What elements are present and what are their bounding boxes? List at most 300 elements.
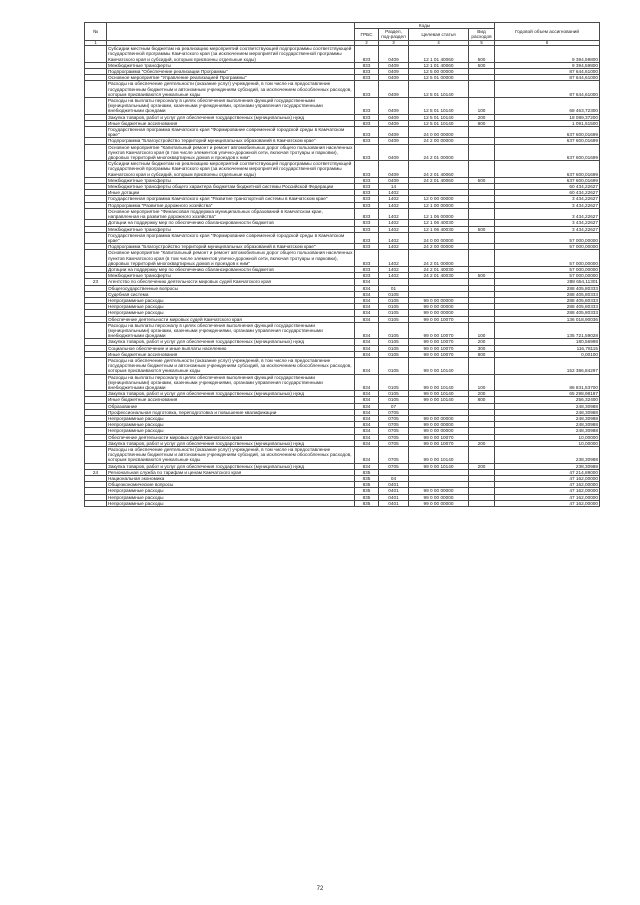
row-grbs-cell: 834: [355, 297, 379, 303]
row-grbs-cell: 834: [355, 345, 379, 351]
row-grbs-cell: 833: [355, 250, 379, 267]
row-target-article-cell: 12 1 01 40060: [409, 62, 469, 68]
row-name-cell: Иные бюджетные ассигнования: [107, 397, 355, 403]
row-grbs-cell: 835: [355, 494, 379, 500]
row-razdel-cell: 0105: [379, 297, 409, 303]
row-expense-type-cell: 500: [469, 226, 495, 232]
row-razdel-cell: 0705: [379, 428, 409, 434]
row-razdel-cell: 0409: [379, 144, 409, 161]
row-grbs-cell: 833: [355, 202, 379, 208]
row-name-cell: Обеспечение деятельности мировых судей Камчатского края: [107, 434, 355, 440]
row-expense-type-cell: 200: [469, 391, 495, 397]
row-name-cell: Социальное обеспечение и иные выплаты населению: [107, 345, 355, 351]
row-grbs-cell: 834: [355, 291, 379, 297]
row-number-cell: [85, 357, 107, 374]
row-number-cell: [85, 81, 107, 98]
table-row: [85, 357, 600, 374]
row-amount-cell: 248,30988: [495, 416, 600, 422]
row-grbs-cell: 834: [355, 391, 379, 397]
row-razdel-cell: 0705: [379, 416, 409, 422]
row-amount-cell: 135 721,59028: [495, 322, 600, 339]
row-grbs-cell: 833: [355, 220, 379, 226]
row-grbs-cell: 833: [355, 273, 379, 279]
row-grbs-cell: 835: [355, 488, 379, 494]
row-razdel-cell: 1402: [379, 273, 409, 279]
header-vr: Вид расходов: [469, 29, 495, 40]
row-amount-cell: 180,56998: [495, 339, 600, 345]
table-row: [85, 98, 600, 115]
header-razdel: Раздел, под-раздел: [379, 29, 409, 40]
row-razdel-cell: 0409: [379, 114, 409, 120]
row-razdel-cell: 0105: [379, 316, 409, 322]
row-razdel-cell: 0105: [379, 304, 409, 310]
row-target-article-cell: 24 0 00 00000: [409, 127, 469, 138]
row-grbs-cell: 833: [355, 161, 379, 178]
row-amount-cell: 86 831,53700: [495, 374, 600, 391]
row-number-cell: [85, 322, 107, 339]
row-grbs-cell: 833: [355, 190, 379, 196]
row-target-article-cell: 99 0 00 10070: [409, 316, 469, 322]
row-razdel-cell: 0105: [379, 391, 409, 397]
table-row: [85, 250, 600, 267]
row-target-article-cell: 12 5 01 10140: [409, 120, 469, 126]
row-amount-cell: 9 394,59800: [495, 62, 600, 68]
row-name-cell: Расходы на обеспечение деятельности (оказание услуг) учреждений, в том числе на предоставление государственным бюджетным и автономным учреждениям субсидий, за исключением обособленных расходов, которым присваиваются уникальные коды: [107, 357, 355, 374]
row-target-article-cell: 24 2 01 40030: [409, 273, 469, 279]
row-name-cell: Субсидии местным бюджетам на реализацию мероприятий соответствующей подпрограммы соответствующей государственной программы Камчатского края (за исключением мероприятий государственной программы Камчатского края и субсидий, которым присвоены отдельные коды): [107, 161, 355, 178]
row-expense-type-cell: 800: [469, 351, 495, 357]
row-amount-cell: 116,78115: [495, 345, 600, 351]
row-target-article-cell: 12 0 00 00000: [409, 196, 469, 202]
header-codes-group: Коды: [355, 23, 495, 29]
row-razdel-cell: 0105: [379, 397, 409, 403]
row-target-article-cell: 24 0 00 00000: [409, 232, 469, 243]
column-index-cell: 3: [379, 40, 409, 46]
row-razdel-cell: 1402: [379, 208, 409, 219]
row-expense-type-cell: [469, 208, 495, 219]
row-target-article-cell: 12 1 06 40030: [409, 226, 469, 232]
row-name-cell: Подпрограмма "Развитие дорожного хозяйства": [107, 202, 355, 208]
row-name-cell: Межбюджетные трансферты: [107, 62, 355, 68]
row-target-article-cell: 99 0 00 10070: [409, 434, 469, 440]
row-expense-type-cell: 200: [469, 463, 495, 469]
header-name: [107, 23, 355, 41]
row-name-cell: Межбюджетные трансферты: [107, 226, 355, 232]
row-amount-cell: 47 162,00000: [495, 482, 600, 488]
row-name-cell: Основное мероприятие "Финансовая поддержка муниципальных образований в Камчатском крае, направленная на развитие дорожного хозяйства": [107, 208, 355, 219]
row-razdel-cell: 1402: [379, 196, 409, 202]
row-name-cell: Национальная экономика: [107, 476, 355, 482]
row-amount-cell: 10,00000: [495, 434, 600, 440]
row-target-article-cell: 99 0 00 10140: [409, 397, 469, 403]
row-amount-cell: 87 644,61000: [495, 81, 600, 98]
row-razdel-cell: 0105: [379, 291, 409, 297]
row-razdel-cell: 0105: [379, 310, 409, 316]
row-grbs-cell: 835: [355, 482, 379, 488]
header-cs: Целевая статья: [409, 29, 469, 40]
row-amount-cell: 248,30988: [495, 403, 600, 409]
row-name-cell: Непрограммные расходы: [107, 310, 355, 316]
row-amount-cell: 3 434,22627: [495, 220, 600, 226]
row-razdel-cell: 14: [379, 184, 409, 190]
row-name-cell: Расходы на выплаты персоналу в целях обеспечения выполнения функций государственными (муниципальными) органами, казенными учреждениями, органами управления государственными внебюджетными фондами: [107, 374, 355, 391]
row-name-cell: Непрограммные расходы: [107, 422, 355, 428]
table-row: [85, 81, 600, 98]
header-num: №: [85, 23, 107, 41]
row-amount-cell: 288 405,80333: [495, 310, 600, 316]
table-body: [85, 46, 600, 507]
row-name-cell: Обеспечение деятельности мировых судей Камчатского края: [107, 316, 355, 322]
row-amount-cell: 3 434,22627: [495, 226, 600, 232]
row-razdel-cell: 07: [379, 403, 409, 409]
row-name-cell: Государственная программа Камчатского края "Развитие транспортной системы в Камчатском крае": [107, 196, 355, 202]
row-name-cell: Общегосударственные вопросы: [107, 285, 355, 291]
row-grbs-cell: 833: [355, 244, 379, 250]
column-index-cell: 2: [355, 40, 379, 46]
row-razdel-cell: 1402: [379, 266, 409, 272]
row-amount-cell: 47 162,00000: [495, 488, 600, 494]
row-amount-cell: 637 600,01699: [495, 177, 600, 183]
row-grbs-cell: 833: [355, 46, 379, 63]
row-grbs-cell: 834: [355, 447, 379, 464]
row-target-article-cell: 12 1 00 00000: [409, 202, 469, 208]
row-target-article-cell: 24 2 01 40060: [409, 177, 469, 183]
row-target-article-cell: 99 0 00 10070: [409, 339, 469, 345]
row-razdel-cell: 0401: [379, 500, 409, 506]
row-razdel-cell: 0409: [379, 81, 409, 98]
row-name-cell: Расходы на выплаты персоналу в целях обеспечения выполнения функций государственными (муниципальными) органами, казенными учреждениями, органами управления государственными внебюджетными фондами: [107, 98, 355, 115]
row-target-article-cell: 99 0 00 10140: [409, 374, 469, 391]
row-target-article-cell: 12 5 01 10140: [409, 114, 469, 120]
row-target-article-cell: 99 0 00 00000: [409, 304, 469, 310]
row-amount-cell: 65 298,98197: [495, 391, 600, 397]
row-razdel-cell: 1402: [379, 244, 409, 250]
row-target-article-cell: 99 0 00 00000: [409, 428, 469, 434]
row-target-article-cell: 99 0 00 10070: [409, 440, 469, 446]
table-row: [85, 127, 600, 138]
row-target-article-cell: 99 0 00 10140: [409, 447, 469, 464]
table-row: [85, 208, 600, 219]
row-razdel-cell: 0105: [379, 357, 409, 374]
row-number-cell: [85, 161, 107, 178]
row-name-cell: Иные бюджетные ассигнования: [107, 351, 355, 357]
table-header-row: [85, 23, 600, 29]
row-grbs-cell: 834: [355, 357, 379, 374]
row-amount-cell: 248,30988: [495, 422, 600, 428]
row-target-article-cell: 99 0 00 00000: [409, 500, 469, 506]
row-name-cell: Закупка товаров, работ и услуг для обеспечения государственных (муниципальных) нужд: [107, 440, 355, 446]
row-number-cell: [85, 250, 107, 267]
row-razdel-cell: 0409: [379, 161, 409, 178]
row-grbs-cell: 834: [355, 351, 379, 357]
row-number-cell: [85, 500, 107, 506]
row-grbs-cell: 833: [355, 98, 379, 115]
row-number-cell: [85, 144, 107, 161]
row-expense-type-cell: 100: [469, 98, 495, 115]
row-number-cell: 23: [85, 279, 107, 285]
row-grbs-cell: 834: [355, 285, 379, 291]
row-amount-cell: 288 405,80333: [495, 297, 600, 303]
header-grbs: ГРБС: [355, 29, 379, 40]
row-name-cell: Непрограммные расходы: [107, 488, 355, 494]
row-number-cell: [85, 98, 107, 115]
header-sum: Годовой объем ассигнований: [495, 23, 600, 41]
row-grbs-cell: 834: [355, 409, 379, 415]
row-name-cell: Расходы на выплаты персоналу в целях обеспечения выполнения функций государственными (муниципальными) органами, казенными учреждениями, органами управления государственными внебюджетными фондами: [107, 322, 355, 339]
row-target-article-cell: 99 0 00 10140: [409, 463, 469, 469]
row-name-cell: Основное мероприятие "Управление реализацией Программы": [107, 75, 355, 81]
row-amount-cell: 0,00100: [495, 351, 600, 357]
row-name-cell: Образование: [107, 403, 355, 409]
row-grbs-cell: 833: [355, 69, 379, 75]
row-target-article-cell: 99 0 00 00000: [409, 310, 469, 316]
row-grbs-cell: 833: [355, 196, 379, 202]
row-target-article-cell: 99 0 00 10070: [409, 351, 469, 357]
row-name-cell: Непрограммные расходы: [107, 500, 355, 506]
row-expense-type-cell: 200: [469, 339, 495, 345]
row-amount-cell: 238,30988: [495, 463, 600, 469]
row-razdel-cell: 0105: [379, 345, 409, 351]
row-amount-cell: 57 000,00000: [495, 232, 600, 243]
row-number-cell: [85, 447, 107, 464]
row-grbs-cell: 833: [355, 62, 379, 68]
row-target-article-cell: 99 0 00 00000: [409, 297, 469, 303]
row-target-article-cell: 24 2 00 00000: [409, 138, 469, 144]
row-amount-cell: 60 434,22627: [495, 190, 600, 196]
row-target-article-cell: 24 2 00 00000: [409, 244, 469, 250]
row-target-article-cell: 24 2 01 00000: [409, 250, 469, 267]
row-grbs-cell: 833: [355, 208, 379, 219]
column-index-cell: 1: [85, 40, 107, 46]
row-target-article-cell: 99 0 00 00000: [409, 488, 469, 494]
row-amount-cell: 60 434,22627: [495, 184, 600, 190]
row-amount-cell: 3 434,22627: [495, 202, 600, 208]
row-amount-cell: 18 089,37200: [495, 114, 600, 120]
row-target-article-cell: 24 2 01 40030: [409, 266, 469, 272]
row-amount-cell: 637 600,01699: [495, 144, 600, 161]
row-expense-type-cell: 800: [469, 120, 495, 126]
column-index-cell: 5: [469, 40, 495, 46]
row-grbs-cell: 833: [355, 226, 379, 232]
row-razdel-cell: 0705: [379, 463, 409, 469]
row-amount-cell: 288 405,80333: [495, 304, 600, 310]
row-expense-type-cell: 300: [469, 345, 495, 351]
table-row: [85, 500, 600, 506]
row-amount-cell: 248,30988: [495, 428, 600, 434]
row-razdel-cell: 1402: [379, 226, 409, 232]
row-amount-cell: 57 000,00000: [495, 266, 600, 272]
table-row: [85, 447, 600, 464]
row-razdel-cell: 0105: [379, 351, 409, 357]
table-row: [85, 322, 600, 339]
row-target-article-cell: 99 0 00 10140: [409, 391, 469, 397]
row-razdel-cell: 0105: [379, 374, 409, 391]
row-razdel-cell: 0409: [379, 138, 409, 144]
row-grbs-cell: 834: [355, 279, 379, 285]
row-name-cell: Межбюджетные трансферты: [107, 177, 355, 183]
row-name-cell: Подпрограмма "Благоустройство территорий муниципальных образований в Камчатском крае": [107, 244, 355, 250]
row-grbs-cell: 834: [355, 374, 379, 391]
row-amount-cell: 288 405,80333: [495, 291, 600, 297]
row-amount-cell: 87 644,61000: [495, 69, 600, 75]
row-name-cell: Дотации на поддержку мер по обеспечению сбалансированности бюджетов: [107, 220, 355, 226]
row-razdel-cell: 0409: [379, 46, 409, 63]
row-expense-type-cell: 500: [469, 62, 495, 68]
row-name-cell: Подпрограмма "Благоустройство территорий муниципальных образований в Камчатском крае": [107, 138, 355, 144]
row-name-cell: Судебная система: [107, 291, 355, 297]
row-razdel-cell: 0409: [379, 62, 409, 68]
row-amount-cell: 57 000,00000: [495, 273, 600, 279]
row-amount-cell: 47 162,00000: [495, 500, 600, 506]
row-amount-cell: 3 434,22627: [495, 208, 600, 219]
row-amount-cell: 248,30988: [495, 409, 600, 415]
row-grbs-cell: 833: [355, 144, 379, 161]
row-number-cell: [85, 208, 107, 219]
row-amount-cell: 47 162,00000: [495, 494, 600, 500]
row-name-cell: Закупка товаров, работ и услуг для обеспечения государственных (муниципальных) нужд: [107, 463, 355, 469]
row-grbs-cell: 833: [355, 120, 379, 126]
row-expense-type-cell: [469, 447, 495, 464]
row-grbs-cell: 834: [355, 463, 379, 469]
row-razdel-cell: 1402: [379, 190, 409, 196]
row-amount-cell: 10,00000: [495, 440, 600, 446]
row-name-cell: Межбюджетные трансферты: [107, 273, 355, 279]
row-grbs-cell: 833: [355, 114, 379, 120]
row-grbs-cell: 834: [355, 428, 379, 434]
table-row: [85, 46, 600, 63]
row-razdel-cell: 0409: [379, 120, 409, 126]
row-grbs-cell: 833: [355, 177, 379, 183]
row-target-article-cell: 12 1 06 40030: [409, 220, 469, 226]
row-amount-cell: 136 018,90036: [495, 316, 600, 322]
row-name-cell: Закупка товаров, работ и услуг для обеспечения государственных (муниципальных) нужд: [107, 114, 355, 120]
row-grbs-cell: 835: [355, 476, 379, 482]
row-name-cell: Основное мероприятие "Капитальный ремонт и ремонт автомобильных дорог общего пользования населенных пунктов Камчатского края (в том числе элементов улично-дорожной сети, включая тротуары и парковки), дворовых территорий многоквартирных домов и проездов к ним": [107, 144, 355, 161]
row-target-article-cell: 12 1 01 40060: [409, 46, 469, 63]
row-grbs-cell: 833: [355, 138, 379, 144]
row-razdel-cell: 1402: [379, 220, 409, 226]
row-name-cell: Непрограммные расходы: [107, 416, 355, 422]
row-razdel-cell: 1402: [379, 250, 409, 267]
row-razdel-cell: 0409: [379, 75, 409, 81]
row-number-cell: [85, 46, 107, 63]
row-target-article-cell: 99 0 00 10070: [409, 322, 469, 339]
row-amount-cell: 57 000,00000: [495, 250, 600, 267]
row-name-cell: Дотации на поддержку мер по обеспечению сбалансированности бюджетов: [107, 266, 355, 272]
row-amount-cell: 637 600,01699: [495, 161, 600, 178]
table-row: [85, 232, 600, 243]
row-grbs-cell: 834: [355, 416, 379, 422]
column-index-cell: 4: [409, 40, 469, 46]
row-amount-cell: 288 654,11301: [495, 279, 600, 285]
budget-table: [84, 22, 600, 507]
row-amount-cell: 3 434,22627: [495, 196, 600, 202]
row-amount-cell: 1 091,51500: [495, 120, 600, 126]
row-expense-type-cell: [469, 250, 495, 267]
row-name-cell: Непрограммные расходы: [107, 428, 355, 434]
row-amount-cell: 637 600,01699: [495, 138, 600, 144]
row-name-cell: Расходы на обеспечение деятельности (оказание услуг) учреждений, в том числе на предоставление государственным бюджетным и автономным учреждениям субсидий, за исключением обособленных расходов, которым присваиваются уникальные коды: [107, 447, 355, 464]
row-name-cell: Непрограммные расходы: [107, 494, 355, 500]
row-target-article-cell: 12 5 01 10140: [409, 81, 469, 98]
row-name-cell: Региональная служба по тарифам и ценам Камчатского края: [107, 469, 355, 475]
row-target-article-cell: 99 0 00 00000: [409, 416, 469, 422]
row-name-cell: Подпрограмма "Обеспечение реализации Программы": [107, 69, 355, 75]
page-number: 72: [316, 886, 324, 892]
row-amount-cell: 57 000,00000: [495, 244, 600, 250]
row-grbs-cell: 834: [355, 322, 379, 339]
row-grbs-cell: 834: [355, 434, 379, 440]
row-grbs-cell: 834: [355, 403, 379, 409]
row-amount-cell: 256,32400: [495, 397, 600, 403]
row-expense-type-cell: [469, 144, 495, 161]
row-grbs-cell: 835: [355, 500, 379, 506]
row-razdel-cell: 0409: [379, 98, 409, 115]
row-razdel-cell: 0409: [379, 69, 409, 75]
row-expense-type-cell: [469, 357, 495, 374]
table-row: [85, 374, 600, 391]
row-number-cell: 24: [85, 469, 107, 475]
row-grbs-cell: 834: [355, 316, 379, 322]
row-grbs-cell: 833: [355, 184, 379, 190]
row-expense-type-cell: 500: [469, 46, 495, 63]
row-expense-type-cell: 500: [469, 273, 495, 279]
row-razdel-cell: 0705: [379, 447, 409, 464]
row-amount-cell: 47 162,00000: [495, 476, 600, 482]
row-target-article-cell: 12 5 01 00000: [409, 75, 469, 81]
row-amount-cell: 288 405,80333: [495, 285, 600, 291]
row-razdel-cell: 0105: [379, 322, 409, 339]
row-name-cell: Закупка товаров, работ и услуг для обеспечения государственных (муниципальных) нужд: [107, 339, 355, 345]
row-name-cell: Межбюджетные трансферты общего характера бюджетам бюджетной системы Российской Федерации: [107, 184, 355, 190]
row-expense-type-cell: [469, 500, 495, 506]
row-name-cell: Профессиональная подготовка, переподготовка и повышение квалификации: [107, 409, 355, 415]
row-amount-cell: 637 600,01699: [495, 127, 600, 138]
row-amount-cell: 238,30988: [495, 447, 600, 464]
row-grbs-cell: 833: [355, 81, 379, 98]
row-razdel-cell: 01: [379, 285, 409, 291]
row-grbs-cell: 834: [355, 397, 379, 403]
row-amount-cell: 9 394,59800: [495, 46, 600, 63]
row-expense-type-cell: 200: [469, 114, 495, 120]
row-grbs-cell: 833: [355, 75, 379, 81]
row-target-article-cell: 24 2 01 40060: [409, 161, 469, 178]
row-razdel-cell: 04: [379, 476, 409, 482]
row-expense-type-cell: [469, 81, 495, 98]
row-grbs-cell: 833: [355, 232, 379, 243]
row-name-cell: Расходы на обеспечение деятельности (оказание услуг) учреждений, в том числе на предоставление государственным бюджетным и автономным учреждениям субсидий, за исключением обособленных расходов, которым присваиваются уникальные коды: [107, 81, 355, 98]
row-razdel-cell: 0705: [379, 434, 409, 440]
row-expense-type-cell: [469, 232, 495, 243]
column-index-cell: 6: [495, 40, 600, 46]
row-expense-type-cell: [469, 161, 495, 178]
row-target-article-cell: 99 0 00 00000: [409, 422, 469, 428]
row-name-cell: Непрограммные расходы: [107, 297, 355, 303]
row-name-cell: Субсидии местным бюджетам на реализацию мероприятий соответствующей подпрограммы соответствующей государственной программы Камчатского края (за исключением мероприятий государственной программы Камчатского края и субсидий, которым присвоены отдельные коды): [107, 46, 355, 63]
row-grbs-cell: 833: [355, 266, 379, 272]
row-target-article-cell: 24 2 01 00000: [409, 144, 469, 161]
row-name-cell: Непрограммные расходы: [107, 304, 355, 310]
row-number-cell: [85, 232, 107, 243]
row-amount-cell: 47 214,89000: [495, 469, 600, 475]
row-grbs-cell: 834: [355, 304, 379, 310]
row-number-cell: [85, 127, 107, 138]
row-name-cell: Основное мероприятие "Капитальный ремонт и ремонт автомобильных дорог общего пользования населенных пунктов Камчатского края (в том числе элементов улично-дорожной сети, включая тротуары и парковки), дворовых территорий многоквартирных домов и проездов к ним": [107, 250, 355, 267]
row-name-cell: Закупка товаров, работ и услуг для обеспечения государственных (муниципальных) нужд: [107, 391, 355, 397]
row-razdel-cell: 0705: [379, 409, 409, 415]
row-grbs-cell: 834: [355, 339, 379, 345]
row-razdel-cell: 0409: [379, 177, 409, 183]
